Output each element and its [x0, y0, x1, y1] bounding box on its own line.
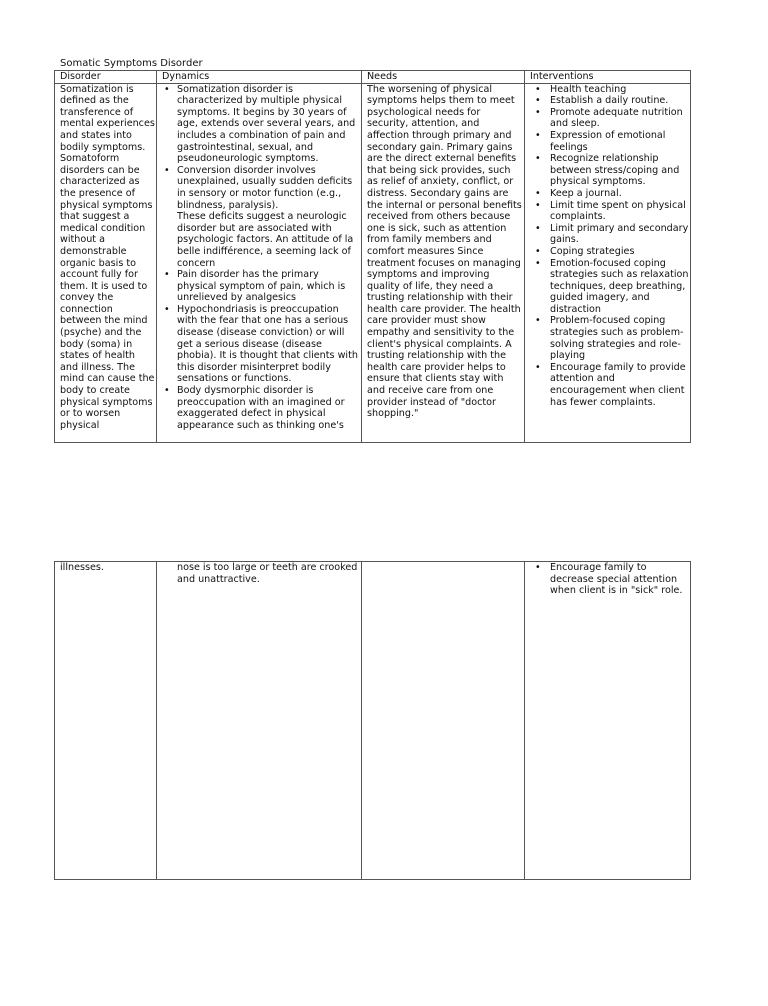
needs-cell	[362, 83, 525, 442]
list-item: • Conversion disorder involves unexplained, usually sudden deficits in sensory or motor function (e.g., blindness, paralysis).	[162, 165, 361, 211]
table-header-row	[55, 71, 691, 84]
interventions-cell	[525, 83, 691, 442]
list-item: • Health teaching	[530, 84, 690, 96]
list-item: • Recognize relationship between stress/coping and physical symptoms.	[530, 153, 690, 188]
list-item: • Limit primary and secondary gains.	[530, 223, 690, 246]
list-item: • Problem-focused coping strategies such as problem- solving strategies and role-playing	[530, 315, 690, 361]
list-item: • Encourage family to provide attention and encouragement when client has fewer complaints.	[530, 362, 690, 408]
header-dynamics: Dynamics	[157, 71, 362, 84]
dynamics-continuation: nose is too large or teeth are crooked and unattractive.	[177, 562, 358, 585]
disorder-cell	[55, 83, 157, 442]
list-item: • Somatization disorder is characterized by multiple physical symptoms. It begins by 30 years of age, extends over several years, and includes a combination of pain and gastrointestinal, sexual, and pseudoneurologic symptoms.	[162, 84, 361, 165]
dynamics-continuation: These deficits suggest a neurologic disorder but are associated with psychologic factors. An attitude of la belle indifférence, a seeming lack of concern	[177, 211, 354, 269]
disorder-text: Somatization is defined as the transference of mental experiences and states into bodily symptoms. Somatoform disorders can be characterized as the presence of physical symptoms that suggest a medical condition without a demonstrable organic basis to account fully for them. It is used to convey the connection between the mind (psyche) and the body (soma) in states of health and illness. The mind can cause the body to create physical symptoms or to worsen physical	[60, 83, 155, 431]
needs-text: The worsening of physical symptoms helps them to meet psychological needs for security, attention, and affection through primary and secondary gain. Primary gains are the direct external benefits that being sick provides, such as relief of anxiety, conflict, or distress. Secondary gains are the internal or personal benefits received from others because one is sick, such as attention from family members and comfort measures Since treatment focuses on managing symptoms and improving quality of life, they need a trusting relationship with their health care provider. The health care provider must show empathy and sensitivity to the client's physical complaints. A trusting relationship with the health care provider helps to ensure that clients stay with and receive care from one provider instead of "doctor shopping."	[367, 83, 522, 420]
interventions-list	[530, 84, 690, 409]
table-row	[55, 83, 691, 442]
header-disorder: Disorder	[55, 71, 157, 84]
disorder-cell	[55, 562, 157, 880]
list-item: • Establish a daily routine.	[530, 95, 690, 107]
disorder-text: illnesses.	[60, 562, 104, 573]
list-item: • Expression of emotional feelings	[530, 130, 690, 153]
interventions-cell	[525, 562, 691, 880]
header-needs: Needs	[362, 71, 525, 84]
list-item: • Encourage family to decrease special attention when client is in "sick" role.	[530, 562, 690, 597]
header-interventions: Interventions	[525, 71, 691, 84]
list-item: • Body dysmorphic disorder is preoccupation with an imagined or exaggerated defect in physical appearance such as thinking one's	[162, 385, 361, 431]
dynamics-list-cont	[162, 269, 361, 431]
list-item: • Keep a journal.	[530, 188, 690, 200]
list-item: • Hypochondriasis is preoccupation with the fear that one has a serious disease (disease conviction) or will get a serious disease (disease phobia). It is thought that clients with this disorder misinterpret bodily sensations or functions.	[162, 304, 361, 385]
dynamics-cell	[157, 562, 362, 880]
symptoms-table-page1	[54, 70, 691, 443]
document-title: Somatic Symptoms Disorder	[60, 58, 203, 69]
dynamics-list	[162, 84, 361, 212]
list-item: • Emotion-focused coping strategies such as relaxation techniques, deep breathing, guided imagery, and distraction	[530, 258, 690, 316]
table-row	[55, 562, 691, 880]
list-item: • Promote adequate nutrition and sleep.	[530, 107, 690, 130]
symptoms-table-page2	[54, 561, 691, 880]
list-item: • Pain disorder has the primary physical symptom of pain, which is unrelieved by analgesics	[162, 269, 361, 304]
needs-cell	[362, 562, 525, 880]
list-item: • Coping strategies	[530, 246, 690, 258]
dynamics-cell	[157, 83, 362, 442]
interventions-list	[530, 562, 690, 597]
list-item: • Limit time spent on physical complaints.	[530, 200, 690, 223]
